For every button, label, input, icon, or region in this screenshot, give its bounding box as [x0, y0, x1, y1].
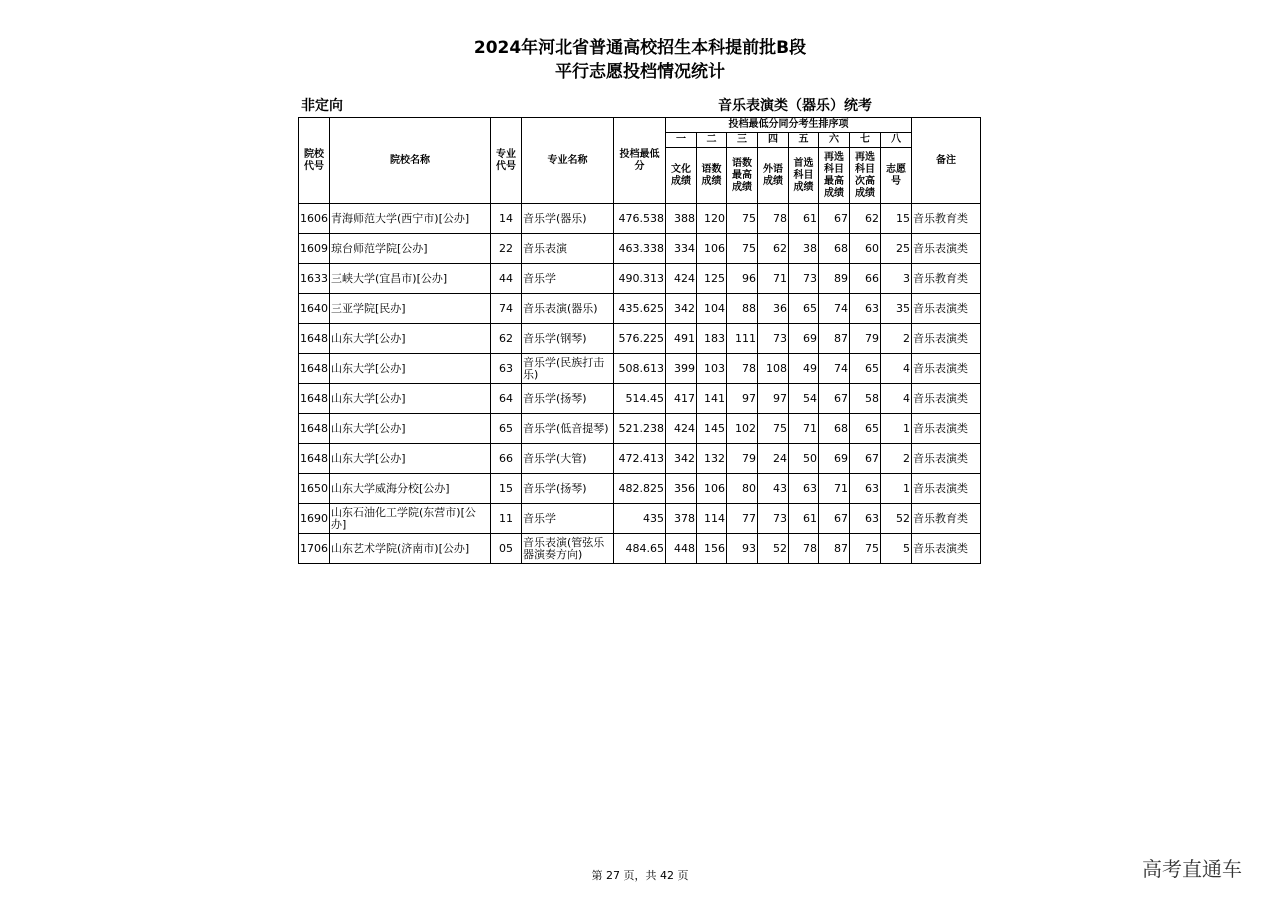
cell-remark: 音乐教育类	[912, 204, 981, 234]
cell-school-name: 山东大学[公办]	[330, 414, 491, 444]
cell-reselect-max-score: 74	[819, 294, 850, 324]
cell-reselect-max-score: 87	[819, 324, 850, 354]
cell-major-code: 22	[491, 234, 522, 264]
table-row	[299, 414, 981, 444]
cell-chinese-math-max: 97	[727, 384, 758, 414]
cell-remark: 音乐表演类	[912, 384, 981, 414]
cell-major-code: 11	[491, 504, 522, 534]
cell-remark: 音乐表演类	[912, 474, 981, 504]
cell-remark: 音乐表演类	[912, 444, 981, 474]
cell-school-name: 三亚学院[民办]	[330, 294, 491, 324]
cell-major-name: 音乐学(民族打击乐)	[522, 354, 614, 384]
cell-chinese-math-score: 120	[697, 204, 727, 234]
cell-chinese-math-max: 80	[727, 474, 758, 504]
cell-chinese-math-score: 106	[697, 474, 727, 504]
cell-remark: 音乐教育类	[912, 264, 981, 294]
cell-major-name: 音乐表演(器乐)	[522, 294, 614, 324]
cell-reselect-max-score: 67	[819, 384, 850, 414]
cell-wish-number: 2	[881, 444, 912, 474]
cell-major-name: 音乐学	[522, 264, 614, 294]
cell-school-code: 1609	[299, 234, 330, 264]
cell-first-subject-score: 54	[789, 384, 819, 414]
header-num-5: 五	[789, 133, 819, 148]
table-row	[299, 324, 981, 354]
cell-reselect-second-score: 65	[850, 354, 881, 384]
cell-major-name: 音乐表演(管弦乐器演奏方向)	[522, 534, 614, 564]
cell-min-score: 514.45	[614, 384, 666, 414]
cell-chinese-math-max: 102	[727, 414, 758, 444]
cell-min-score: 472.413	[614, 444, 666, 474]
cell-school-name: 山东大学[公办]	[330, 384, 491, 414]
cell-first-subject-score: 61	[789, 204, 819, 234]
cell-first-subject-score: 49	[789, 354, 819, 384]
cell-chinese-math-max: 111	[727, 324, 758, 354]
table-row	[299, 534, 981, 564]
header-num-6: 六	[819, 133, 850, 148]
table-row	[299, 444, 981, 474]
cell-wish-number: 4	[881, 354, 912, 384]
table-row	[299, 294, 981, 324]
cell-wish-number: 1	[881, 474, 912, 504]
cell-first-subject-score: 69	[789, 324, 819, 354]
category-right-label: 音乐表演类（器乐）统考	[718, 98, 872, 114]
cell-min-score: 482.825	[614, 474, 666, 504]
cell-min-score: 463.338	[614, 234, 666, 264]
cell-chinese-math-max: 79	[727, 444, 758, 474]
cell-culture-score: 424	[666, 414, 697, 444]
cell-chinese-math-score: 132	[697, 444, 727, 474]
cell-foreign-lang-score: 78	[758, 204, 789, 234]
header-school-name: 院校名称	[330, 118, 491, 204]
cell-min-score: 476.538	[614, 204, 666, 234]
cell-school-name: 琼台师范学院[公办]	[330, 234, 491, 264]
cell-chinese-math-max: 75	[727, 204, 758, 234]
cell-school-code: 1648	[299, 324, 330, 354]
cell-reselect-max-score: 89	[819, 264, 850, 294]
cell-min-score: 435.625	[614, 294, 666, 324]
header-sort-item-2: 语数成绩	[697, 148, 727, 204]
header-sort-item-3: 语数最高成绩	[727, 148, 758, 204]
page-footer: 第 27 页，共 42 页	[591, 869, 689, 882]
header-sort-item-7: 再选科目次高成绩	[850, 148, 881, 204]
cell-reselect-max-score: 69	[819, 444, 850, 474]
cell-foreign-lang-score: 62	[758, 234, 789, 264]
cell-remark: 音乐表演类	[912, 234, 981, 264]
cell-foreign-lang-score: 71	[758, 264, 789, 294]
cell-reselect-second-score: 63	[850, 474, 881, 504]
category-left-label: 非定向	[301, 98, 343, 114]
cell-remark: 音乐教育类	[912, 504, 981, 534]
header-sort-item-6: 再选科目最高成绩	[819, 148, 850, 204]
cell-remark: 音乐表演类	[912, 414, 981, 444]
cell-reselect-max-score: 74	[819, 354, 850, 384]
cell-culture-score: 342	[666, 294, 697, 324]
header-num-7: 七	[850, 133, 881, 148]
cell-foreign-lang-score: 97	[758, 384, 789, 414]
header-major-name: 专业名称	[522, 118, 614, 204]
cell-school-name: 山东大学威海分校[公办]	[330, 474, 491, 504]
table-row	[299, 474, 981, 504]
cell-reselect-second-score: 58	[850, 384, 881, 414]
cell-culture-score: 388	[666, 204, 697, 234]
cell-major-code: 15	[491, 474, 522, 504]
table-row	[299, 264, 981, 294]
cell-school-code: 1650	[299, 474, 330, 504]
cell-reselect-max-score: 67	[819, 504, 850, 534]
cell-culture-score: 491	[666, 324, 697, 354]
cell-wish-number: 52	[881, 504, 912, 534]
cell-culture-score: 399	[666, 354, 697, 384]
cell-school-code: 1648	[299, 354, 330, 384]
cell-chinese-math-max: 93	[727, 534, 758, 564]
cell-culture-score: 417	[666, 384, 697, 414]
cell-major-name: 音乐学(扬琴)	[522, 384, 614, 414]
cell-first-subject-score: 50	[789, 444, 819, 474]
cell-school-code: 1648	[299, 414, 330, 444]
cell-reselect-second-score: 65	[850, 414, 881, 444]
cell-remark: 音乐表演类	[912, 354, 981, 384]
header-sort-item-5: 首选科目成绩	[789, 148, 819, 204]
header-sort-item-4: 外语成绩	[758, 148, 789, 204]
cell-school-code: 1706	[299, 534, 330, 564]
header-num-2: 二	[697, 133, 727, 148]
admission-table	[298, 117, 981, 564]
cell-chinese-math-score: 145	[697, 414, 727, 444]
cell-chinese-math-score: 104	[697, 294, 727, 324]
page-title: 2024年河北省普通高校招生本科提前批B段	[473, 38, 807, 58]
cell-major-code: 64	[491, 384, 522, 414]
cell-first-subject-score: 38	[789, 234, 819, 264]
cell-foreign-lang-score: 36	[758, 294, 789, 324]
cell-min-score: 576.225	[614, 324, 666, 354]
cell-major-name: 音乐学(大管)	[522, 444, 614, 474]
cell-school-name: 三峡大学(宜昌市)[公办]	[330, 264, 491, 294]
cell-reselect-second-score: 75	[850, 534, 881, 564]
cell-major-code: 65	[491, 414, 522, 444]
cell-first-subject-score: 61	[789, 504, 819, 534]
cell-first-subject-score: 73	[789, 264, 819, 294]
cell-school-code: 1606	[299, 204, 330, 234]
cell-reselect-max-score: 68	[819, 234, 850, 264]
cell-remark: 音乐表演类	[912, 294, 981, 324]
header-num-8: 八	[881, 133, 912, 148]
cell-wish-number: 4	[881, 384, 912, 414]
cell-reselect-max-score: 87	[819, 534, 850, 564]
cell-school-code: 1648	[299, 444, 330, 474]
cell-wish-number: 35	[881, 294, 912, 324]
cell-culture-score: 424	[666, 264, 697, 294]
cell-foreign-lang-score: 43	[758, 474, 789, 504]
cell-wish-number: 15	[881, 204, 912, 234]
table-row	[299, 354, 981, 384]
cell-min-score: 521.238	[614, 414, 666, 444]
header-major-code: 专业代号	[491, 118, 522, 204]
cell-major-code: 05	[491, 534, 522, 564]
header-num-3: 三	[727, 133, 758, 148]
cell-school-code: 1640	[299, 294, 330, 324]
cell-chinese-math-max: 78	[727, 354, 758, 384]
cell-min-score: 484.65	[614, 534, 666, 564]
page-subtitle: 平行志愿投档情况统计	[555, 62, 725, 82]
cell-school-name: 山东大学[公办]	[330, 444, 491, 474]
cell-reselect-second-score: 63	[850, 294, 881, 324]
cell-foreign-lang-score: 52	[758, 534, 789, 564]
cell-reselect-max-score: 68	[819, 414, 850, 444]
table-row	[299, 234, 981, 264]
header-school-code: 院校代号	[299, 118, 330, 204]
table-row	[299, 504, 981, 534]
cell-school-name: 青海师范大学(西宁市)[公办]	[330, 204, 491, 234]
cell-school-name: 山东大学[公办]	[330, 354, 491, 384]
cell-reselect-second-score: 62	[850, 204, 881, 234]
cell-remark: 音乐表演类	[912, 534, 981, 564]
cell-chinese-math-score: 106	[697, 234, 727, 264]
cell-chinese-math-score: 114	[697, 504, 727, 534]
header-sort-item-8: 志愿号	[881, 148, 912, 204]
cell-chinese-math-max: 77	[727, 504, 758, 534]
cell-major-name: 音乐学	[522, 504, 614, 534]
cell-culture-score: 342	[666, 444, 697, 474]
cell-foreign-lang-score: 75	[758, 414, 789, 444]
cell-chinese-math-score: 156	[697, 534, 727, 564]
cell-major-code: 74	[491, 294, 522, 324]
cell-reselect-second-score: 67	[850, 444, 881, 474]
cell-major-name: 音乐表演	[522, 234, 614, 264]
cell-min-score: 508.613	[614, 354, 666, 384]
cell-wish-number: 3	[881, 264, 912, 294]
cell-chinese-math-score: 125	[697, 264, 727, 294]
header-num-1: 一	[666, 133, 697, 148]
table-body	[299, 204, 981, 564]
table-row	[299, 204, 981, 234]
cell-foreign-lang-score: 24	[758, 444, 789, 474]
header-remark: 备注	[912, 118, 981, 204]
cell-school-code: 1633	[299, 264, 330, 294]
cell-first-subject-score: 65	[789, 294, 819, 324]
watermark: 高考直通车	[1142, 857, 1242, 881]
cell-culture-score: 356	[666, 474, 697, 504]
header-sort-group: 投档最低分同分考生排序项	[666, 118, 912, 133]
cell-culture-score: 448	[666, 534, 697, 564]
cell-chinese-math-max: 75	[727, 234, 758, 264]
cell-reselect-second-score: 60	[850, 234, 881, 264]
cell-first-subject-score: 78	[789, 534, 819, 564]
cell-chinese-math-max: 96	[727, 264, 758, 294]
cell-major-name: 音乐学(器乐)	[522, 204, 614, 234]
cell-school-code: 1648	[299, 384, 330, 414]
cell-first-subject-score: 71	[789, 414, 819, 444]
cell-foreign-lang-score: 108	[758, 354, 789, 384]
cell-major-name: 音乐学(低音提琴)	[522, 414, 614, 444]
cell-chinese-math-score: 183	[697, 324, 727, 354]
cell-school-name: 山东石油化工学院(东营市)[公办]	[330, 504, 491, 534]
cell-major-code: 63	[491, 354, 522, 384]
cell-major-name: 音乐学(扬琴)	[522, 474, 614, 504]
cell-school-name: 山东艺术学院(济南市)[公办]	[330, 534, 491, 564]
cell-major-code: 14	[491, 204, 522, 234]
cell-major-code: 66	[491, 444, 522, 474]
cell-reselect-max-score: 71	[819, 474, 850, 504]
cell-chinese-math-score: 103	[697, 354, 727, 384]
cell-chinese-math-max: 88	[727, 294, 758, 324]
cell-reselect-second-score: 63	[850, 504, 881, 534]
cell-school-name: 山东大学[公办]	[330, 324, 491, 354]
cell-foreign-lang-score: 73	[758, 504, 789, 534]
header-num-4: 四	[758, 133, 789, 148]
cell-wish-number: 1	[881, 414, 912, 444]
header-min-score: 投档最低分	[614, 118, 666, 204]
cell-foreign-lang-score: 73	[758, 324, 789, 354]
cell-school-code: 1690	[299, 504, 330, 534]
cell-min-score: 435	[614, 504, 666, 534]
cell-major-code: 62	[491, 324, 522, 354]
cell-reselect-max-score: 67	[819, 204, 850, 234]
cell-major-name: 音乐学(钢琴)	[522, 324, 614, 354]
cell-reselect-second-score: 66	[850, 264, 881, 294]
cell-first-subject-score: 63	[789, 474, 819, 504]
cell-chinese-math-score: 141	[697, 384, 727, 414]
cell-wish-number: 25	[881, 234, 912, 264]
cell-major-code: 44	[491, 264, 522, 294]
cell-wish-number: 5	[881, 534, 912, 564]
cell-min-score: 490.313	[614, 264, 666, 294]
cell-reselect-second-score: 79	[850, 324, 881, 354]
cell-culture-score: 334	[666, 234, 697, 264]
cell-culture-score: 378	[666, 504, 697, 534]
table-row	[299, 384, 981, 414]
header-sort-item-1: 文化成绩	[666, 148, 697, 204]
cell-remark: 音乐表演类	[912, 324, 981, 354]
cell-wish-number: 2	[881, 324, 912, 354]
